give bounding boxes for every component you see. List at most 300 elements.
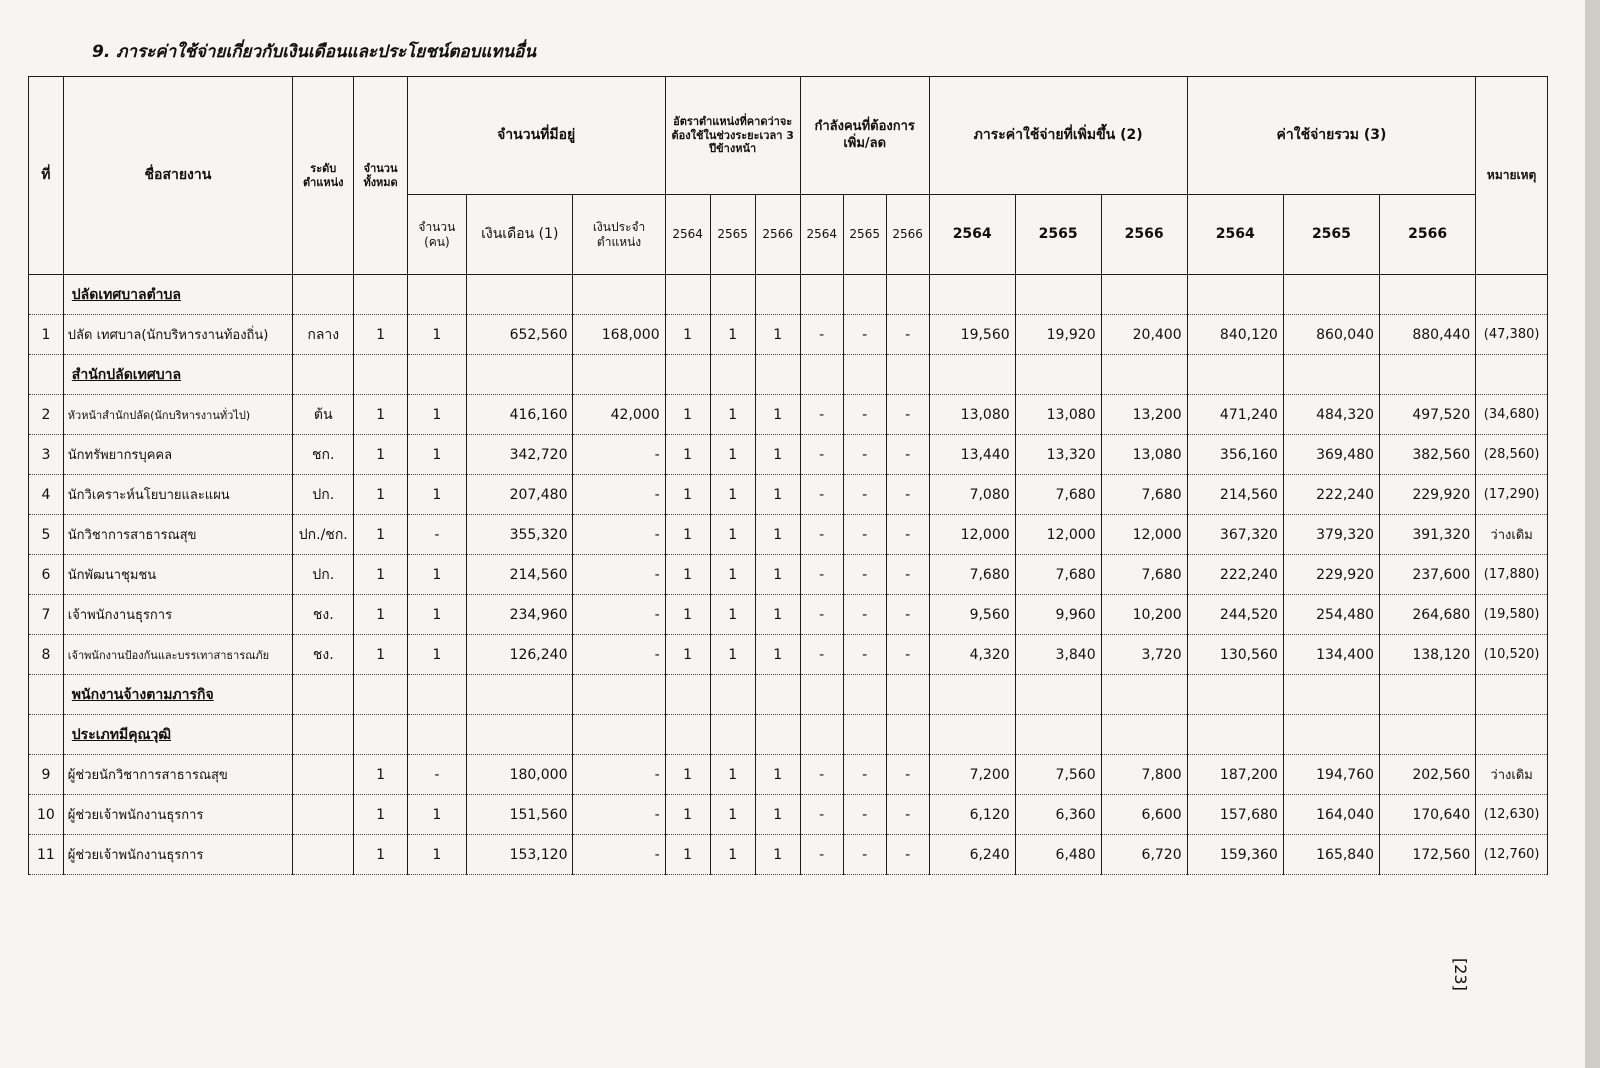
cell-allowance: - bbox=[573, 635, 665, 675]
cell-c3: - bbox=[886, 835, 929, 875]
cell-i3: 3,720 bbox=[1101, 635, 1187, 675]
cell-r3: 1 bbox=[755, 515, 800, 555]
cell-level: ปก. bbox=[293, 555, 354, 595]
cell-count: 1 bbox=[407, 435, 466, 475]
table-row bbox=[29, 555, 1548, 595]
cell-r2: 1 bbox=[710, 755, 755, 795]
empty-cell bbox=[1380, 355, 1476, 395]
cell-i2: 6,480 bbox=[1015, 835, 1101, 875]
cell-c1: - bbox=[800, 555, 843, 595]
empty-cell bbox=[467, 715, 573, 755]
cell-salary: 126,240 bbox=[467, 635, 573, 675]
cell-name: เจ้าพนักงานป้องกันและบรรเทาสาธารณภัย bbox=[63, 635, 292, 675]
cell-allowance: - bbox=[573, 835, 665, 875]
empty-cell bbox=[1187, 275, 1283, 315]
cell-e2: 164,040 bbox=[1283, 795, 1379, 835]
cell-e2: 194,760 bbox=[1283, 755, 1379, 795]
cell-e3: 172,560 bbox=[1380, 835, 1476, 875]
cell-total: 1 bbox=[354, 555, 407, 595]
cell-c2: - bbox=[843, 475, 886, 515]
cell-name: เจ้าพนักงานธุรการ bbox=[63, 595, 292, 635]
cell-salary: 180,000 bbox=[467, 755, 573, 795]
cell-salary: 234,960 bbox=[467, 595, 573, 635]
cell-i1: 7,200 bbox=[929, 755, 1015, 795]
empty-cell bbox=[467, 355, 573, 395]
cell-r1: 1 bbox=[665, 795, 710, 835]
cell-allowance: - bbox=[573, 795, 665, 835]
cell-total: 1 bbox=[354, 595, 407, 635]
cell-level bbox=[293, 795, 354, 835]
cell-allowance: - bbox=[573, 755, 665, 795]
cell-c2: - bbox=[843, 395, 886, 435]
section-row bbox=[29, 715, 1548, 755]
empty-cell bbox=[755, 355, 800, 395]
cell-c3: - bbox=[886, 635, 929, 675]
cell-r1: 1 bbox=[665, 395, 710, 435]
empty-cell bbox=[929, 715, 1015, 755]
cell-r2: 1 bbox=[710, 555, 755, 595]
cell-total: 1 bbox=[354, 395, 407, 435]
empty-cell bbox=[293, 355, 354, 395]
cell-i1: 13,440 bbox=[929, 435, 1015, 475]
cell-c3: - bbox=[886, 395, 929, 435]
cell-total: 1 bbox=[354, 795, 407, 835]
header-expense-2564: 2564 bbox=[1187, 195, 1283, 275]
empty-cell bbox=[1380, 275, 1476, 315]
cell-e2: 254,480 bbox=[1283, 595, 1379, 635]
empty-cell bbox=[573, 715, 665, 755]
empty-cell bbox=[886, 275, 929, 315]
empty-cell bbox=[886, 715, 929, 755]
cell-count: 1 bbox=[407, 635, 466, 675]
empty-cell bbox=[665, 275, 710, 315]
header-name: ชื่อสายงาน bbox=[63, 77, 292, 275]
cell-i3: 7,800 bbox=[1101, 755, 1187, 795]
cell-i3: 20,400 bbox=[1101, 315, 1187, 355]
cell-c1: - bbox=[800, 595, 843, 635]
cell-salary: 342,720 bbox=[467, 435, 573, 475]
table-row bbox=[29, 835, 1548, 875]
empty-cell bbox=[800, 355, 843, 395]
cell-name: นักทรัพยากรบุคคล bbox=[63, 435, 292, 475]
cell-r1: 1 bbox=[665, 435, 710, 475]
cell-r2: 1 bbox=[710, 835, 755, 875]
cell-e3: 880,440 bbox=[1380, 315, 1476, 355]
section-row bbox=[29, 675, 1548, 715]
empty-cell bbox=[886, 355, 929, 395]
cell-no: 5 bbox=[29, 515, 64, 555]
cell-no: 10 bbox=[29, 795, 64, 835]
empty-cell bbox=[1476, 715, 1548, 755]
cell-c2: - bbox=[843, 595, 886, 635]
table-row bbox=[29, 755, 1548, 795]
cell-total: 1 bbox=[354, 835, 407, 875]
cell-c1: - bbox=[800, 315, 843, 355]
cell-name: หัวหน้าสำนักปลัด(นักบริหารงานทั่วไป) bbox=[63, 395, 292, 435]
empty-cell bbox=[665, 355, 710, 395]
cell-r1: 1 bbox=[665, 475, 710, 515]
cell-salary: 355,320 bbox=[467, 515, 573, 555]
cell-note: (19,580) bbox=[1476, 595, 1548, 635]
cell-allowance: 42,000 bbox=[573, 395, 665, 435]
cell-note: (10,520) bbox=[1476, 635, 1548, 675]
cell-i1: 7,080 bbox=[929, 475, 1015, 515]
empty-cell bbox=[1101, 355, 1187, 395]
cell-c1: - bbox=[800, 835, 843, 875]
cell-i1: 9,560 bbox=[929, 595, 1015, 635]
empty-cell bbox=[800, 675, 843, 715]
empty-cell bbox=[843, 715, 886, 755]
empty-cell bbox=[800, 275, 843, 315]
cell-c1: - bbox=[800, 635, 843, 675]
cell-note: (34,680) bbox=[1476, 395, 1548, 435]
header-rate-2566: 2566 bbox=[755, 195, 800, 275]
cell-r3: 1 bbox=[755, 475, 800, 515]
empty-cell bbox=[354, 715, 407, 755]
empty-cell bbox=[1476, 355, 1548, 395]
table-row bbox=[29, 515, 1548, 555]
expense-table bbox=[28, 76, 1548, 875]
header-change-2566: 2566 bbox=[886, 195, 929, 275]
empty-cell bbox=[1187, 675, 1283, 715]
cell-allowance: - bbox=[573, 515, 665, 555]
header-expense-2565: 2565 bbox=[1283, 195, 1379, 275]
cell-c3: - bbox=[886, 475, 929, 515]
empty-cell bbox=[929, 275, 1015, 315]
header-remark: หมายเหตุ bbox=[1476, 77, 1548, 275]
cell-allowance: - bbox=[573, 435, 665, 475]
cell-note: (47,380) bbox=[1476, 315, 1548, 355]
cell-c3: - bbox=[886, 595, 929, 635]
header-increase-2565: 2565 bbox=[1015, 195, 1101, 275]
table-row bbox=[29, 315, 1548, 355]
cell-no: 9 bbox=[29, 755, 64, 795]
cell-total: 1 bbox=[354, 755, 407, 795]
cell-note: ว่างเดิม bbox=[1476, 755, 1548, 795]
cell-no bbox=[29, 675, 64, 715]
section-label: ปลัดเทศบาลตำบล bbox=[63, 275, 292, 315]
empty-cell bbox=[1187, 715, 1283, 755]
header-existing: จำนวนที่มีอยู่ bbox=[407, 77, 665, 195]
cell-level: ชก. bbox=[293, 435, 354, 475]
cell-r2: 1 bbox=[710, 635, 755, 675]
cell-e3: 382,560 bbox=[1380, 435, 1476, 475]
cell-e2: 165,840 bbox=[1283, 835, 1379, 875]
cell-r3: 1 bbox=[755, 315, 800, 355]
cell-no: 11 bbox=[29, 835, 64, 875]
cell-name: นักวิชาการสาธารณสุข bbox=[63, 515, 292, 555]
cell-c3: - bbox=[886, 555, 929, 595]
table-row bbox=[29, 475, 1548, 515]
cell-r1: 1 bbox=[665, 315, 710, 355]
cell-total: 1 bbox=[354, 475, 407, 515]
cell-r3: 1 bbox=[755, 435, 800, 475]
cell-level: ชง. bbox=[293, 635, 354, 675]
cell-c1: - bbox=[800, 755, 843, 795]
section-label: สำนักปลัดเทศบาล bbox=[63, 355, 292, 395]
header-salary: เงินเดือน (1) bbox=[467, 195, 573, 275]
cell-i1: 7,680 bbox=[929, 555, 1015, 595]
cell-note: (12,760) bbox=[1476, 835, 1548, 875]
cell-note: ว่างเดิม bbox=[1476, 515, 1548, 555]
cell-salary: 214,560 bbox=[467, 555, 573, 595]
cell-no bbox=[29, 715, 64, 755]
header-rate-2565: 2565 bbox=[710, 195, 755, 275]
cell-c1: - bbox=[800, 795, 843, 835]
cell-total: 1 bbox=[354, 435, 407, 475]
empty-cell bbox=[293, 275, 354, 315]
cell-e3: 138,120 bbox=[1380, 635, 1476, 675]
cell-r3: 1 bbox=[755, 795, 800, 835]
cell-c1: - bbox=[800, 435, 843, 475]
cell-count: - bbox=[407, 755, 466, 795]
empty-cell bbox=[1101, 275, 1187, 315]
cell-no: 8 bbox=[29, 635, 64, 675]
cell-e1: 187,200 bbox=[1187, 755, 1283, 795]
cell-no: 1 bbox=[29, 315, 64, 355]
cell-r2: 1 bbox=[710, 395, 755, 435]
empty-cell bbox=[293, 715, 354, 755]
header-expense-2566: 2566 bbox=[1380, 195, 1476, 275]
cell-level bbox=[293, 835, 354, 875]
cell-e1: 157,680 bbox=[1187, 795, 1283, 835]
cell-allowance: - bbox=[573, 595, 665, 635]
cell-i2: 19,920 bbox=[1015, 315, 1101, 355]
empty-cell bbox=[710, 715, 755, 755]
cell-c3: - bbox=[886, 795, 929, 835]
cell-i2: 3,840 bbox=[1015, 635, 1101, 675]
cell-i1: 6,120 bbox=[929, 795, 1015, 835]
empty-cell bbox=[1101, 675, 1187, 715]
cell-i2: 6,360 bbox=[1015, 795, 1101, 835]
empty-cell bbox=[354, 355, 407, 395]
cell-c3: - bbox=[886, 755, 929, 795]
cell-e1: 471,240 bbox=[1187, 395, 1283, 435]
cell-i1: 19,560 bbox=[929, 315, 1015, 355]
cell-i2: 13,320 bbox=[1015, 435, 1101, 475]
cell-count: 1 bbox=[407, 395, 466, 435]
cell-r3: 1 bbox=[755, 835, 800, 875]
cell-no: 3 bbox=[29, 435, 64, 475]
cell-salary: 416,160 bbox=[467, 395, 573, 435]
cell-e1: 214,560 bbox=[1187, 475, 1283, 515]
cell-e2: 379,320 bbox=[1283, 515, 1379, 555]
cell-level: กลาง bbox=[293, 315, 354, 355]
cell-no bbox=[29, 355, 64, 395]
cell-c2: - bbox=[843, 555, 886, 595]
empty-cell bbox=[1476, 675, 1548, 715]
header-change-2565: 2565 bbox=[843, 195, 886, 275]
cell-no: 2 bbox=[29, 395, 64, 435]
cell-count: 1 bbox=[407, 795, 466, 835]
cell-e2: 229,920 bbox=[1283, 555, 1379, 595]
cell-no bbox=[29, 275, 64, 315]
empty-cell bbox=[710, 275, 755, 315]
empty-cell bbox=[1015, 715, 1101, 755]
cell-i2: 9,960 bbox=[1015, 595, 1101, 635]
empty-cell bbox=[755, 675, 800, 715]
cell-total: 1 bbox=[354, 515, 407, 555]
empty-cell bbox=[467, 275, 573, 315]
empty-cell bbox=[293, 675, 354, 715]
cell-r2: 1 bbox=[710, 435, 755, 475]
cell-e3: 497,520 bbox=[1380, 395, 1476, 435]
cell-e3: 170,640 bbox=[1380, 795, 1476, 835]
cell-r2: 1 bbox=[710, 515, 755, 555]
cell-e1: 367,320 bbox=[1187, 515, 1283, 555]
cell-c2: - bbox=[843, 755, 886, 795]
table-body bbox=[29, 275, 1548, 875]
empty-cell bbox=[843, 355, 886, 395]
empty-cell bbox=[710, 675, 755, 715]
cell-e2: 369,480 bbox=[1283, 435, 1379, 475]
cell-e3: 237,600 bbox=[1380, 555, 1476, 595]
empty-cell bbox=[354, 275, 407, 315]
cell-i1: 4,320 bbox=[929, 635, 1015, 675]
empty-cell bbox=[1380, 675, 1476, 715]
cell-i3: 13,200 bbox=[1101, 395, 1187, 435]
cell-c2: - bbox=[843, 795, 886, 835]
empty-cell bbox=[929, 675, 1015, 715]
cell-e1: 244,520 bbox=[1187, 595, 1283, 635]
cell-salary: 652,560 bbox=[467, 315, 573, 355]
cell-e1: 159,360 bbox=[1187, 835, 1283, 875]
header-increase-2566: 2566 bbox=[1101, 195, 1187, 275]
cell-c2: - bbox=[843, 635, 886, 675]
cell-i3: 7,680 bbox=[1101, 555, 1187, 595]
cell-count: 1 bbox=[407, 555, 466, 595]
header-total: จำนวนทั้งหมด bbox=[354, 77, 407, 275]
header-rate: อัตราตำแหน่งที่คาดว่าจะต้องใช้ในช่วงระยะเวลา 3 ปีข้างหน้า bbox=[665, 77, 800, 195]
empty-cell bbox=[1283, 715, 1379, 755]
cell-note: (17,880) bbox=[1476, 555, 1548, 595]
page-edge bbox=[1585, 0, 1600, 1068]
empty-cell bbox=[1101, 715, 1187, 755]
table-row bbox=[29, 795, 1548, 835]
cell-total: 1 bbox=[354, 635, 407, 675]
cell-e3: 264,680 bbox=[1380, 595, 1476, 635]
cell-i2: 7,560 bbox=[1015, 755, 1101, 795]
empty-cell bbox=[407, 275, 466, 315]
empty-cell bbox=[1283, 675, 1379, 715]
cell-e1: 222,240 bbox=[1187, 555, 1283, 595]
cell-count: 1 bbox=[407, 595, 466, 635]
cell-e1: 356,160 bbox=[1187, 435, 1283, 475]
cell-level: ปก. bbox=[293, 475, 354, 515]
empty-cell bbox=[665, 675, 710, 715]
cell-total: 1 bbox=[354, 315, 407, 355]
section-label: พนักงานจ้างตามภารกิจ bbox=[63, 675, 292, 715]
cell-c2: - bbox=[843, 315, 886, 355]
header-increase: ภาระค่าใช้จ่ายที่เพิ่มขึ้น (2) bbox=[929, 77, 1187, 195]
cell-r3: 1 bbox=[755, 555, 800, 595]
empty-cell bbox=[573, 275, 665, 315]
empty-cell bbox=[1187, 355, 1283, 395]
cell-c1: - bbox=[800, 395, 843, 435]
cell-name: นักวิเคราะห์นโยบายและแผน bbox=[63, 475, 292, 515]
table-row bbox=[29, 595, 1548, 635]
cell-r1: 1 bbox=[665, 635, 710, 675]
empty-cell bbox=[800, 715, 843, 755]
cell-allowance: - bbox=[573, 555, 665, 595]
cell-level: ต้น bbox=[293, 395, 354, 435]
cell-i3: 6,600 bbox=[1101, 795, 1187, 835]
empty-cell bbox=[929, 355, 1015, 395]
cell-e2: 484,320 bbox=[1283, 395, 1379, 435]
empty-cell bbox=[1380, 715, 1476, 755]
cell-e2: 222,240 bbox=[1283, 475, 1379, 515]
cell-e3: 229,920 bbox=[1380, 475, 1476, 515]
cell-no: 7 bbox=[29, 595, 64, 635]
empty-cell bbox=[573, 675, 665, 715]
cell-no: 6 bbox=[29, 555, 64, 595]
page-title: 9. ภาระค่าใช้จ่ายเกี่ยวกับเงินเดือนและประโยชน์ตอบแทนอื่น bbox=[92, 42, 537, 62]
cell-i3: 10,200 bbox=[1101, 595, 1187, 635]
cell-e3: 391,320 bbox=[1380, 515, 1476, 555]
cell-e1: 840,120 bbox=[1187, 315, 1283, 355]
cell-c1: - bbox=[800, 515, 843, 555]
cell-r1: 1 bbox=[665, 515, 710, 555]
cell-note: (17,290) bbox=[1476, 475, 1548, 515]
cell-i1: 12,000 bbox=[929, 515, 1015, 555]
cell-r1: 1 bbox=[665, 835, 710, 875]
cell-count: - bbox=[407, 515, 466, 555]
cell-i3: 7,680 bbox=[1101, 475, 1187, 515]
cell-i3: 12,000 bbox=[1101, 515, 1187, 555]
cell-r3: 1 bbox=[755, 595, 800, 635]
cell-c3: - bbox=[886, 435, 929, 475]
empty-cell bbox=[354, 675, 407, 715]
cell-salary: 153,120 bbox=[467, 835, 573, 875]
cell-c2: - bbox=[843, 835, 886, 875]
cell-count: 1 bbox=[407, 835, 466, 875]
cell-salary: 207,480 bbox=[467, 475, 573, 515]
empty-cell bbox=[665, 715, 710, 755]
cell-c3: - bbox=[886, 315, 929, 355]
cell-level: ปก./ชก. bbox=[293, 515, 354, 555]
cell-level bbox=[293, 755, 354, 795]
cell-r2: 1 bbox=[710, 795, 755, 835]
header-change: กำลังคนที่ต้องการเพิ่ม/ลด bbox=[800, 77, 929, 195]
empty-cell bbox=[1015, 675, 1101, 715]
cell-name: ผู้ช่วยเจ้าพนักงานธุรการ bbox=[63, 835, 292, 875]
empty-cell bbox=[843, 275, 886, 315]
empty-cell bbox=[1283, 355, 1379, 395]
cell-note: (12,630) bbox=[1476, 795, 1548, 835]
cell-c1: - bbox=[800, 475, 843, 515]
cell-e3: 202,560 bbox=[1380, 755, 1476, 795]
page-number: [23] bbox=[1451, 958, 1470, 991]
empty-cell bbox=[407, 675, 466, 715]
empty-cell bbox=[755, 275, 800, 315]
empty-cell bbox=[1283, 275, 1379, 315]
cell-i1: 13,080 bbox=[929, 395, 1015, 435]
cell-c2: - bbox=[843, 515, 886, 555]
cell-i2: 7,680 bbox=[1015, 555, 1101, 595]
header-count: จำนวน (คน) bbox=[407, 195, 466, 275]
header-change-2564: 2564 bbox=[800, 195, 843, 275]
cell-c2: - bbox=[843, 435, 886, 475]
cell-r1: 1 bbox=[665, 755, 710, 795]
cell-r2: 1 bbox=[710, 315, 755, 355]
cell-i2: 12,000 bbox=[1015, 515, 1101, 555]
header-rate-2564: 2564 bbox=[665, 195, 710, 275]
cell-salary: 151,560 bbox=[467, 795, 573, 835]
header-expense: ค่าใช้จ่ายรวม (3) bbox=[1187, 77, 1476, 195]
table-row bbox=[29, 395, 1548, 435]
table-row bbox=[29, 635, 1548, 675]
cell-r3: 1 bbox=[755, 635, 800, 675]
